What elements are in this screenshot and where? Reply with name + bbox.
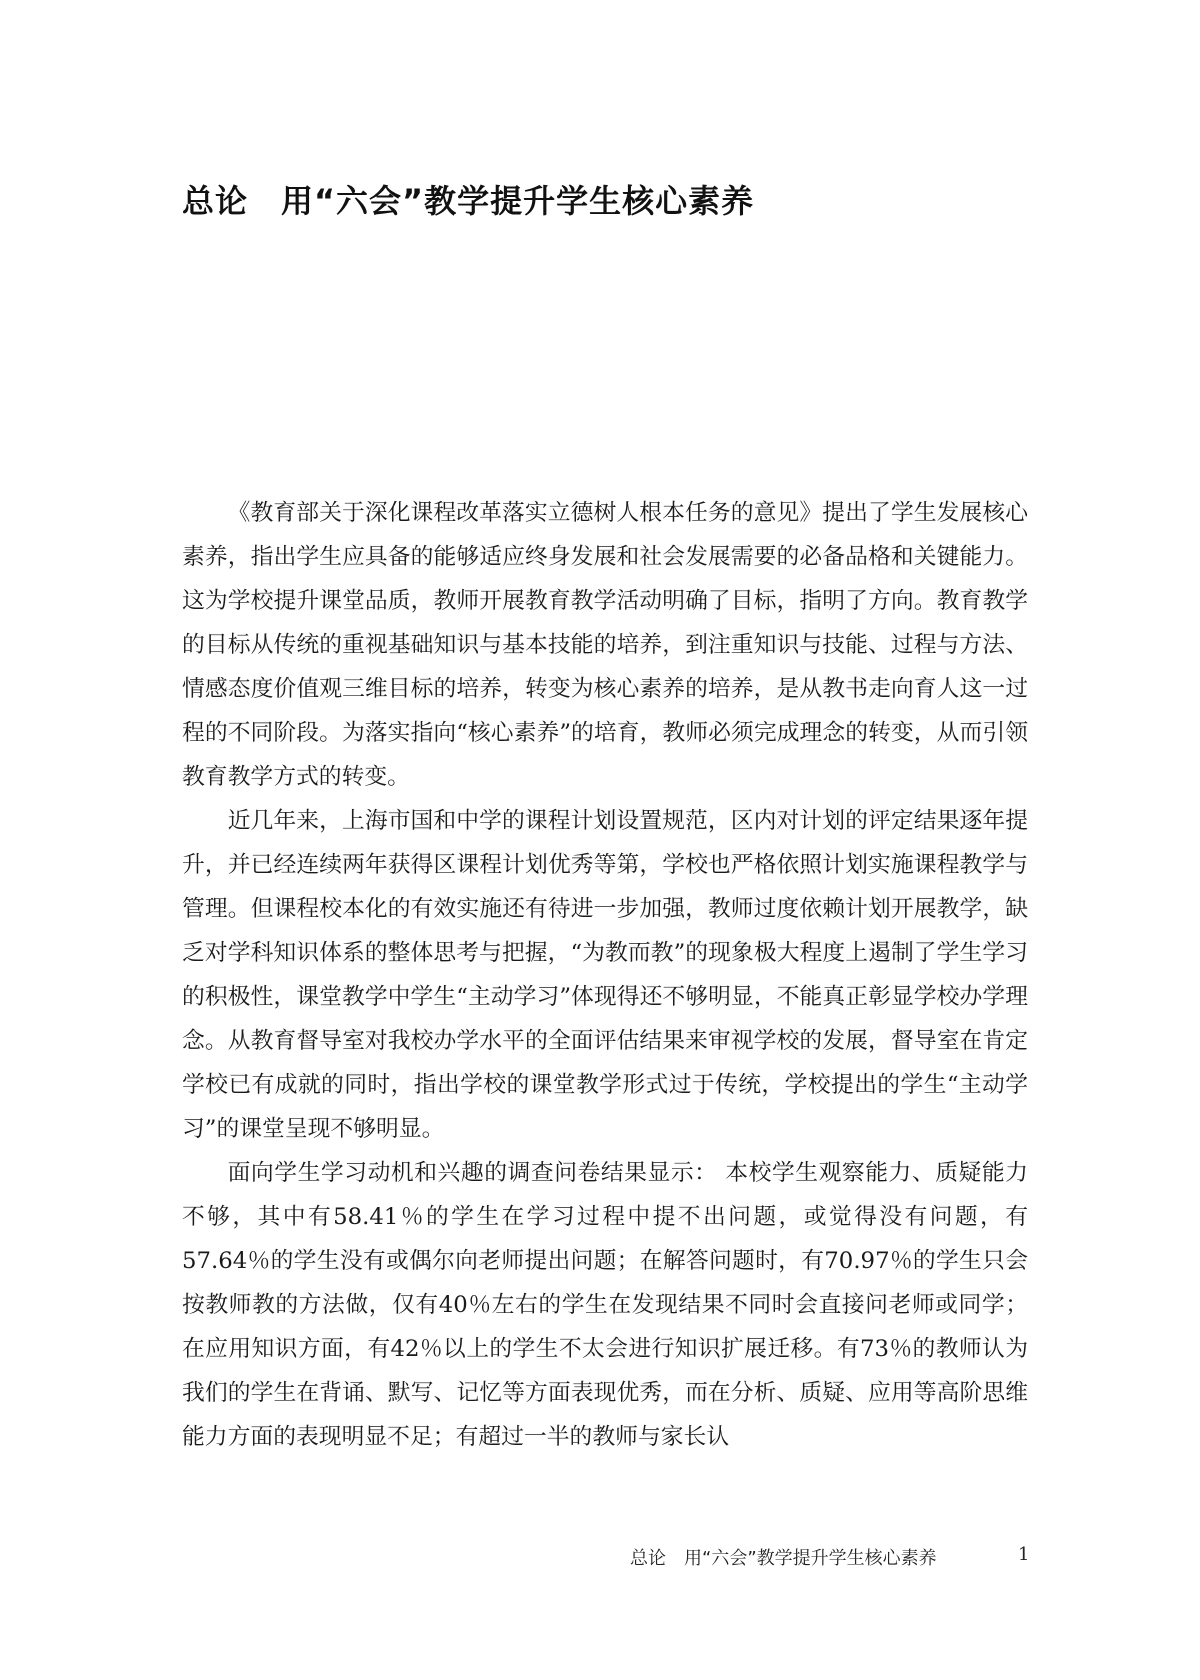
paragraph-2: 近几年来，上海市国和中学的课程计划设置规范，区内对计划的评定结果逐年提升，并已经连续两年获得区课程计划优秀等第，学校也严格依照计划实施课程教学与管理。但课程校本化的有效实施还有待进一步加强，教师过度依赖计划开展教学，缺乏对学科知识体系的整体思考与把握，“为教而教”的现象极大程度上遏制了学生学习的积极性，课堂教学中学生“主动学习”体现得还不够明显，不能真正彰显学校办学理念。从教育督导室对我校办学水平的全面评估结果来审视学校的发展，督导室在肯定学校已有成就的同时，指出学校的课堂教学形式过于传统，学校提出的学生“主动学习”的课堂呈现不够明显。 bbox=[182, 808, 1028, 1142]
page-number: 1 bbox=[1018, 1544, 1030, 1565]
paragraph-3: 面向学生学习动机和兴趣的调查问卷结果显示： 本校学生观察能力、质疑能力不够，其中有58.41％的学生在学习过程中提不出问题，或觉得没有问题，有57.64％的学生没有或偶尔向老师提出问题；在解答问题时，有70.97％的学生只会按教师教的方法做，仅有40％左右的学生在发现结果不同时会直接问老师或同学；在应用知识方面，有42％以上的学生不太会进行知识扩展迁移。有73％的教师认为我们的学生在背诵、默写、记忆等方面表现优秀，而在分析、质疑、应用等高阶思维能力方面的表现明显不足；有超过一半的教师与家长认 bbox=[182, 1160, 1028, 1450]
chapter-title: 总论 用“六会”教学提升学生核心素养 bbox=[182, 182, 755, 220]
running-footer-title: 总论 用“六会”教学提升学生核心素养 bbox=[630, 1548, 937, 1569]
paragraph-1: 《教育部关于深化课程改革落实立德树人根本任务的意见》提出了学生发展核心素养，指出学生应具备的能够适应终身发展和社会发展需要的必备品格和关键能力。这为学校提升课堂品质，教师开展教育教学活动明确了目标，指明了方向。教育教学的目标从传统的重视基础知识与基本技能的培养，到注重知识与技能、过程与方法、情感态度价值观三维目标的培养，转变为核心素养的培养，是从教书走向育人这一过程的不同阶段。为落实指向“核心素养”的培育，教师必须完成理念的转变，从而引领教育教学方式的转变。 bbox=[182, 500, 1028, 790]
body-text bbox=[182, 491, 1028, 1459]
